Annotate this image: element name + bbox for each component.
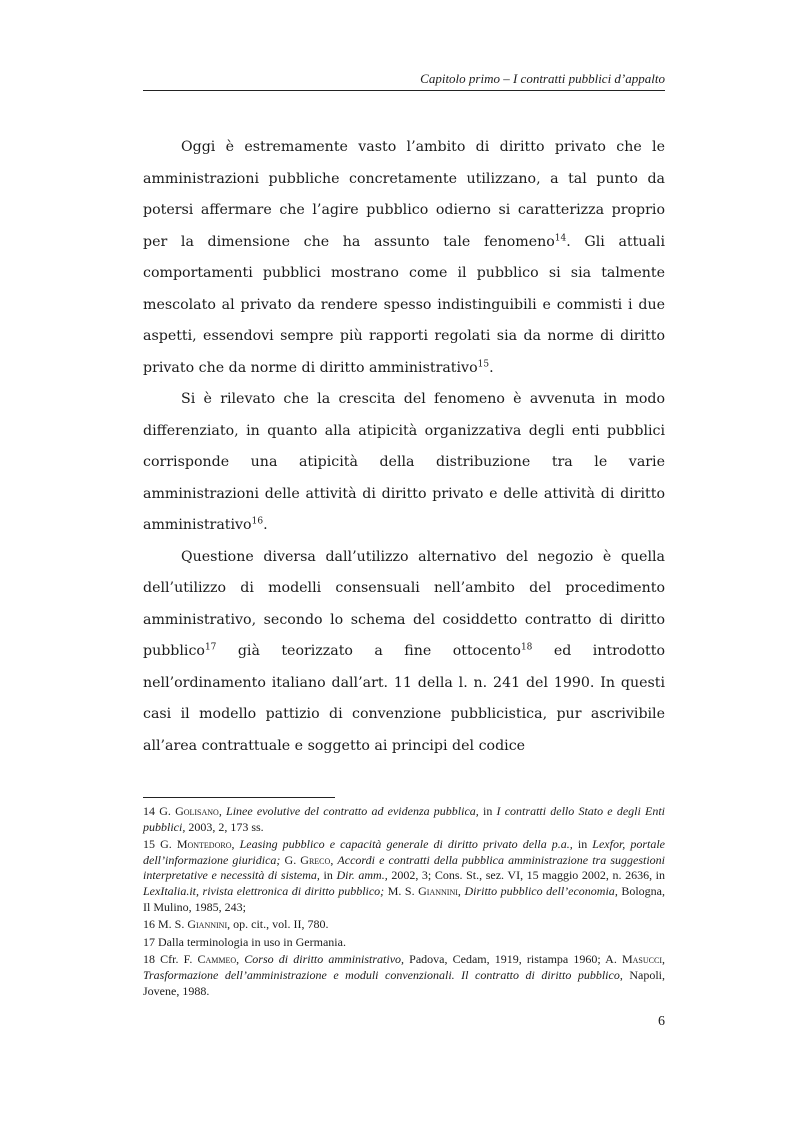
paragraph-1: Oggi è estremamente vasto l’ambito di diritto privato che le amministrazioni pubbliche concretamente utilizzano, a tal punto da potersi affermare che l’agire pubblico odierno si caratterizza proprio per la dimensione che ha assunto tale fenomeno$^{14}$. Gli attuali comportamenti pubblici mostrano come il pubblico si sia talmente mescolato al privato da rendere spesso indistinguibili e commisti i due aspetti, essendovi sempre più rapporti regolati sia da norme di diritto privato che da norme di diritto amministrativo$^{15}$. — [143, 139, 665, 376]
running-title: Capitolo primo – I contratti pubblici d’appalto — [420, 71, 665, 86]
footnote-18: 18 Cfr. F. Cammeo, Corso di diritto amministrativo, Padova, Cedam, 1919, ristampa 1960; A. Masucci, Trasformazione dell’amministrazione e moduli convenzionali. Il contratto di diritto pubblico, Napoli, Jovene, 1988. — [143, 952, 665, 998]
footnote-ref-18: 18 — [520, 642, 533, 653]
main-text — [143, 132, 665, 762]
running-header — [143, 70, 665, 91]
footnote-14: 14 G. Golisano, Linee evolutive del contratto ad evidenza pubblica, in I contratti dello Stato e degli Enti pubblici, 2003, 2, 173 ss. — [143, 804, 666, 834]
footnotes — [143, 804, 665, 1001]
footnote-separator — [143, 797, 335, 798]
footnote-ref-16: 16 — [251, 516, 264, 527]
page-number: 6 — [658, 1014, 665, 1029]
paragraph-3: Questione diversa dall’utilizzo alternativo del negozio è quella dell’utilizzo di modelli consensuali nell’ambito del procedimento amministrativo, secondo lo schema del cosiddetto contratto di diritto pubblico$^{17}$ già teorizzato a fine ottocento$^{18}$ ed introdotto nell’ordinamento italiano dall’art. 11 della l. n. 241 del 1990. In questi casi il modello pattizio di convenzione pubblicistica, pur ascrivibile all’area contrattuale e soggetto ai principi del codice — [143, 548, 666, 754]
footnote-ref-15: 15 — [477, 358, 490, 369]
footnote-17: 17 Dalla terminologia in uso in Germania. — [143, 934, 346, 949]
footnote-ref-14: 14 — [554, 232, 567, 243]
footnote-16: 16 M. S. Giannini, op. cit., vol. II, 780. — [143, 917, 329, 932]
paragraph-2: Si è rilevato che la crescita del fenomeno è avvenuta in modo differenziato, in quanto alla atipicità organizzativa degli enti pubblici corrisponde una atipicità della distribuzione tra le varie amministrazioni delle attività di diritto privato e delle attività di diritto amministrativo$^{16}$. — [143, 391, 665, 533]
footnote-ref-17: 17 — [204, 642, 217, 653]
footnote-15: 15 G. Montedoro, Leasing pubblico e capacità generale di diritto privato della p.a., in Lexfor, portale dell’informazione giuridica; G. Greco, Accordi e contratti della pubblica amministrazione tra suggestioni interpretative e necessità di sistema, in Dir. amm., 2002, 3; Cons. St., sez. VI, 15 maggio 2002, n. 2636, in LexItalia.it, rivista elettronica di diritto pubblico; M. S. Giannini, Diritto pubblico dell’economia, Bologna, Il Mulino, 1985, 243; — [143, 837, 666, 914]
